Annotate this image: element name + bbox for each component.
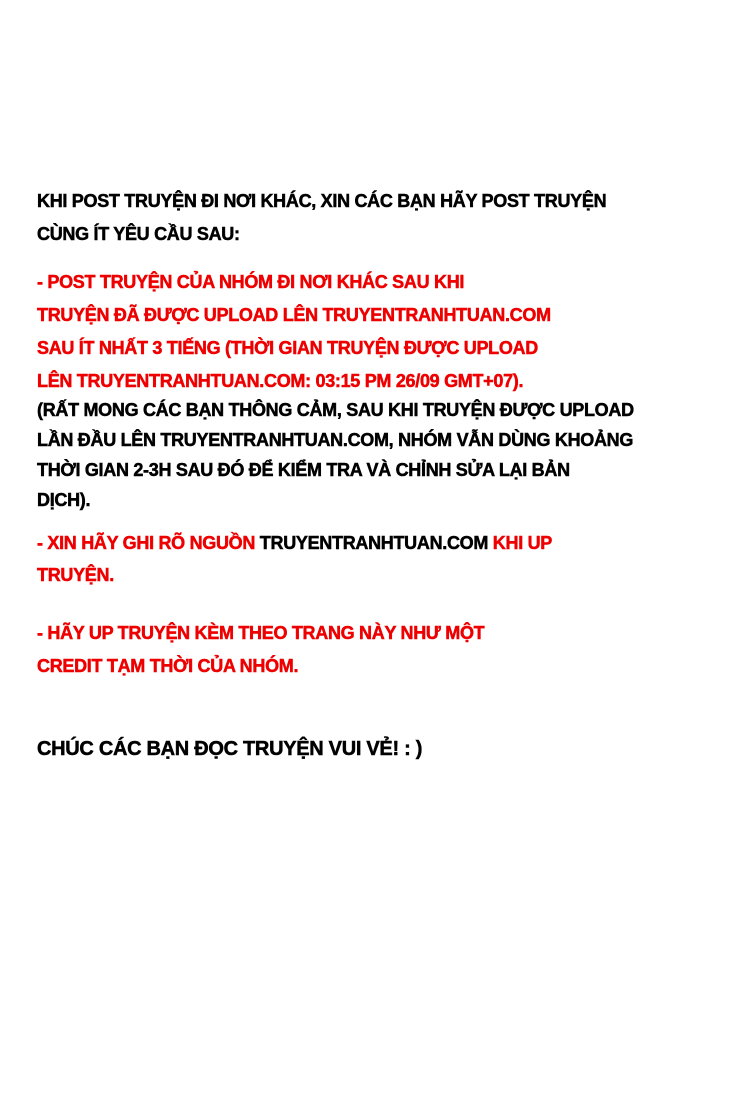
rule-include-credit-line-1: - HÃY UP TRUYỆN KÈM THEO TRANG NÀY NHƯ MỘT [37,623,485,643]
upload-delay-note-line-4: DỊCH). [37,490,91,510]
rule-upload-delay-line-3: SAU ÍT NHẤT 3 TIẾNG (THỜI GIAN TRUYỆN ĐƯỢC UPLOAD [37,338,538,358]
site-name-text: TRUYENTRANHTUAN.COM [259,533,489,553]
upload-delay-note-line-1: (RẤT MONG CÁC BẠN THÔNG CẢM, SAU KHI TRUYỆN ĐƯỢC UPLOAD [37,400,634,420]
rule-include-credit-line-2: CREDIT TẠM THỜI CỦA NHÓM. [37,656,299,676]
rule-cite-source-line-1 [37,527,720,559]
intro-line-2: CÙNG ÍT YÊU CẦU SAU: [37,224,240,244]
upload-delay-note-line-2: LẦN ĐẦU LÊN TRUYENTRANHTUAN.COM, NHÓM VẪN DÙNG KHOẢNG [37,430,634,450]
cite-source-suffix: KHI UP [488,533,552,553]
rule-cite-source [37,527,720,591]
intro-line-1: KHI POST TRUYỆN ĐI NƠI KHÁC, XIN CÁC BẠN HÃY POST TRUYỆN [37,191,607,211]
cite-source-prefix: - XIN HÃY GHI RÕ NGUỒN [37,533,260,553]
rule-cite-source-line-2: TRUYỆN. [37,565,114,585]
rule-include-credit-page [37,617,720,683]
closing-wish-text: CHÚC CÁC BẠN ĐỌC TRUYỆN VUI VẺ! : ) [37,738,423,760]
rule-upload-delay-line-2: TRUYỆN ĐÃ ĐƯỢC UPLOAD LÊN TRUYENTRANHTUAN.COM [37,305,551,325]
rule-upload-delay [37,266,720,398]
intro-paragraph [37,185,720,251]
closing-wish [37,734,720,764]
upload-delay-note-line-3: THỜI GIAN 2-3H SAU ĐÓ ĐỂ KIỂM TRA VÀ CHỈNH SỬA LẠI BẢN [37,460,570,480]
rule-upload-delay-line-4: LÊN TRUYENTRANHTUAN.COM: 03:15 PM 26/09 GMT+07). [37,371,524,391]
rule-upload-delay-line-1: - POST TRUYỆN CỦA NHÓM ĐI NƠI KHÁC SAU KHI [37,272,465,292]
upload-delay-note [37,395,720,515]
